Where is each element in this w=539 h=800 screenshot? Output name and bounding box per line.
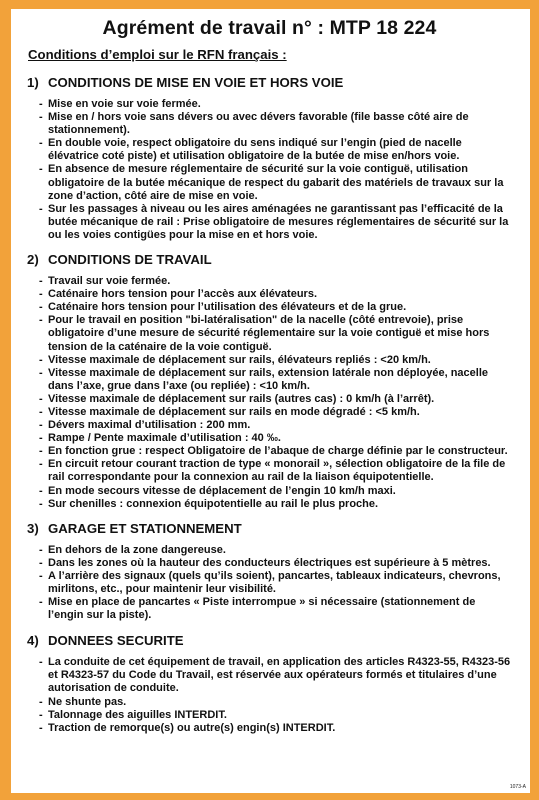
section-item-list [27, 275, 512, 511]
section-4 [27, 632, 512, 735]
list-item: - A l’arrière des signaux (quels qu’ils soient), pancartes, tableaux indicateurs, chevrons, mirlitons, etc., pour maintenir leur visibilité. [39, 570, 512, 596]
list-item: - Rampe / Pente maximale d’utilisation : 40 ‰. [39, 432, 512, 445]
list-item: - Caténaire hors tension pour l’accès aux élévateurs. [39, 288, 512, 301]
section-number: 4) [27, 633, 39, 649]
section-heading [27, 74, 512, 91]
list-item: - Mise en place de pancartes « Piste interrompue » si nécessaire (stationnement de l’engin sur la piste). [39, 596, 512, 622]
list-item: - Sur chenilles : connexion équipotentielle au rail le plus proche. [39, 498, 512, 511]
section-3 [27, 520, 512, 633]
section-heading [27, 251, 512, 268]
list-item: - Vitesse maximale de déplacement sur rails en mode dégradé : <5 km/h. [39, 406, 512, 419]
list-item: - En double voie, respect obligatoire du sens indiqué sur l’engin (pied de nacelle élévatrice coté piste) et utilisation obligatoire de la butée de mise en/hors voie. [39, 137, 512, 163]
document-reference: 1073-A [509, 784, 526, 790]
page-title: Agrément de travail n° : MTP 18 224 [102, 17, 437, 39]
list-item: - Sur les passages à niveau ou les aires aménagées ne garantissant pas l’efficacité de la butée mécanique de rail : Prise obligatoire de mesures réglementaires de sécurité sur la ou les voies contigües pour la mise en et hors voie. [39, 203, 512, 242]
section-number: 3) [27, 520, 39, 536]
sections-container [27, 74, 512, 735]
list-item: - Vitesse maximale de déplacement sur rails, élévateurs repliés : <20 km/h. [39, 354, 512, 367]
section-title: GARAGE ET STATIONNEMENT [48, 520, 242, 536]
list-item: - En dehors de la zone dangereuse. [39, 544, 512, 557]
list-item: - Mise en voie sur voie fermée. [39, 98, 512, 111]
list-item: - Ne shunte pas. [39, 696, 512, 709]
section-heading [27, 520, 512, 537]
list-item: - Caténaire hors tension pour l’utilisation des élévateurs et de la grue. [39, 301, 512, 314]
section-item-list [27, 98, 512, 242]
list-item: - La conduite de cet équipement de travail, en application des articles R4323-55, R4323-56 et R4323-57 du Code du Travail, est réservée aux opérateurs formés et titulaires d’une autorisation de conduite. [39, 656, 512, 695]
list-item: - En fonction grue : respect Obligatoire de l’abaque de charge définie par le constructeur. [39, 445, 512, 458]
section-2 [27, 251, 512, 520]
section-title: CONDITIONS DE MISE EN VOIE ET HORS VOIE [48, 75, 344, 90]
notice-sheet [11, 9, 530, 793]
list-item: - Talonnage des aiguilles INTERDIT. [39, 709, 512, 722]
page-subtitle: Conditions d’emploi sur le RFN français : [28, 47, 287, 62]
list-item: - En absence de mesure réglementaire de sécurité sur la voie contiguë, utilisation obligatoire de la butée mécanique de respect du gabarit des matériels de travaux sur la zone d’action, côté aire de mise en voie. [39, 163, 512, 202]
section-item-list [27, 544, 512, 623]
section-1 [27, 74, 512, 251]
list-item: - Travail sur voie fermée. [39, 275, 512, 288]
section-title: CONDITIONS DE TRAVAIL [48, 252, 212, 268]
list-item: - En circuit retour courant traction de type « monorail », sélection obligatoire de la file de rail correspondante pour la connexion au rail de la liaison équipotentielle. [39, 458, 512, 484]
section-item-list [27, 656, 512, 735]
list-item: - Traction de remorque(s) ou autre(s) engin(s) INTERDIT. [39, 722, 512, 735]
list-item: - Mise en / hors voie sans dévers ou avec dévers favorable (file basse côté aire de stationnement). [39, 111, 512, 137]
section-heading [27, 632, 512, 649]
list-item: - Pour le travail en position "bi-latéralisation" de la nacelle (côté entrevoie), prise obligatoire d’une mesure de sécurité réglementaire sur la voie contiguë et mise hors tension de la caténaire de la voie contiguë. [39, 314, 512, 353]
list-item: - Vitesse maximale de déplacement sur rails (autres cas) : 0 km/h (à l’arrêt). [39, 393, 512, 406]
list-item: - Dévers maximal d’utilisation : 200 mm. [39, 419, 512, 432]
list-item: - Vitesse maximale de déplacement sur rails, extension latérale non déployée, nacelle dans l’axe, grue dans l’axe (ou repliée) : <10 km/h. [39, 367, 512, 393]
section-number: 1) [27, 75, 39, 90]
section-number: 2) [27, 252, 39, 268]
section-title: DONNEES SECURITE [48, 633, 184, 649]
list-item: - Dans les zones où la hauteur des conducteurs électriques est supérieure à 5 mètres. [39, 557, 512, 570]
list-item: - En mode secours vitesse de déplacement de l’engin 10 km/h maxi. [39, 485, 512, 498]
